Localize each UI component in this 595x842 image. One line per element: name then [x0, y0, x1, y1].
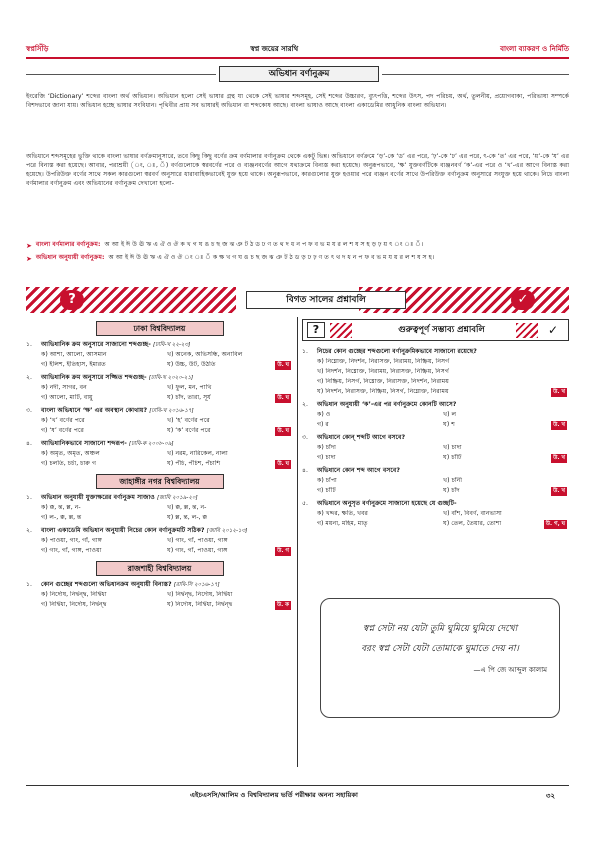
options [302, 477, 569, 497]
option [167, 504, 293, 514]
option-text: গ) ল-, ক্ক, ল্ল, ন্ত [41, 513, 82, 521]
options [26, 351, 293, 371]
option-text: ঘ) উচ্চ, উট, উঠতি [167, 360, 216, 368]
option [443, 421, 569, 431]
option [41, 384, 167, 394]
question-number: ৫. [302, 499, 308, 507]
option-text: ক) চাঁদা [317, 443, 336, 451]
question-stem: বাংলা একাডেমি অভিধান অনুযায়ী নিচের কোন বর্ণানুক্রমটি সঠিক? [41, 526, 205, 534]
option [167, 394, 293, 404]
answer-badge: উ. ঘ [277, 427, 289, 434]
university-label: জাহাঙ্গীর নগর বিশ্ববিদ্যালয় [96, 474, 224, 489]
option-text: খ) গাং, গাঁ, পাওয়া, গাঙ্গ [167, 536, 228, 544]
option [443, 510, 569, 520]
option [41, 417, 167, 427]
option-text: ক) নির্দোষ, নির্দ্বন্দ্ব, নির্দ্বিধা [41, 590, 107, 598]
options [26, 450, 293, 470]
question-text [317, 500, 569, 509]
page-header [26, 42, 569, 56]
option [443, 487, 569, 497]
option-text: ক) পাওয়া, গাং, গাঁ, গাঙ্গ [41, 536, 102, 544]
question-stem: আভিধানিক ক্রম অনুসারে সজ্জিত শব্দগুচ্ছ- [41, 373, 147, 381]
option [317, 421, 443, 431]
right-section-title: গুরুত্বপূর্ণ সম্ভাব্য প্রশ্নাবলি [398, 325, 485, 335]
arrow-icon: ➤ [26, 255, 32, 263]
option-text: ঘ) চাঁটি [443, 453, 462, 461]
option-text: ক) ‘খ’ বর্ণের পরে [41, 416, 85, 424]
question-stem: অভিধানে অনুসৃত বর্ণানুক্রমে সাজানো হয়েছে যে গুচ্ছটি- [317, 499, 457, 507]
bullet-dictionary-order [26, 254, 569, 264]
option [317, 510, 443, 520]
option-text: ক) নিম্নোক্ত, নিদর্শন, নিরাসক্ত, নিরাময়, নিষ্ক্রিয়, নিসর্গ [317, 357, 450, 365]
option-text: গ) চাঁটি [317, 486, 336, 494]
question-text [41, 440, 293, 449]
quote-author: —এ পি জে আব্দুল কালাম [473, 666, 547, 674]
option-text: খ) চাঁনী [443, 476, 463, 484]
options [26, 591, 293, 611]
option-text: খ) নরম, নারিকেল, নালা [167, 449, 228, 457]
option [317, 487, 443, 497]
question-number: ২. [302, 400, 308, 408]
option [41, 504, 167, 514]
option [41, 427, 167, 437]
question-stem: বাংলা অভিধানে ‘ক্ষ’ এর অবস্থান কোথায়? [41, 406, 148, 414]
option-text: ঘ) চাঁদ, তারা, সূর্য [167, 393, 211, 401]
question-text [317, 467, 569, 476]
option-text: খ) নির্দ্বন্দ্ব, নির্দোষ, নির্দ্বিধা [167, 590, 233, 598]
checkmark-icon: ✓ [547, 323, 559, 337]
question-source: [ঢাবি-খ ২০২০-২১] [148, 374, 194, 381]
option [41, 547, 167, 557]
option [443, 477, 569, 487]
question-stem: আভিধানিক ক্রম অনুসারে সাজানো শব্দগুচ্ছ- [41, 341, 151, 348]
check-icon: ✓ [511, 290, 535, 310]
option-text: খ) ক্ক, ল্ল, ন্ত, ন- [167, 503, 207, 511]
option [41, 601, 167, 611]
question-stem: নিচের কোন গুচ্ছের শব্দগুলো বর্ণানুক্রমিকভাবে সাজানো রয়েছে? [317, 348, 477, 355]
option-text: গ) চলতি, চর্চা, চারু গ [41, 459, 97, 467]
section-band [26, 287, 569, 313]
option [167, 450, 293, 460]
header-tagline: স্বপ্ন জয়ের সারথি [250, 44, 299, 53]
option [317, 454, 443, 464]
option-text: গ) নিষ্ক্রিয়, নিসর্গ, নিম্নোক্ত, নিরাসক্ত, নিদর্শন, নিরাময় [317, 377, 449, 385]
answer-badge: উ. গ [277, 547, 289, 554]
option [317, 368, 569, 378]
option-text: খ) ফুল, মন, পাখি [167, 383, 212, 391]
options [26, 504, 293, 524]
question-stem: অভিধানে কোন্‌ শব্দটি আগে বসবে? [317, 433, 406, 441]
option-text: ঘ) নির্দোষ, নির্দ্বিধা, নির্দ্বন্দ্ব [167, 600, 233, 608]
title-rule-left [26, 74, 216, 75]
answer-badge: উ. খ [553, 388, 565, 395]
question-stem: অভিধান অনুযায়ী ‘ক’-এর পর বর্ণানুক্রমে কোনটি আসে? [317, 400, 457, 408]
question [26, 581, 293, 590]
answer-badge: উ. ঘ [277, 361, 289, 368]
left-column [26, 317, 293, 611]
band-title: বিগত সালের প্রশ্নাবলি [246, 291, 406, 309]
question-source: [জাবি ২০১২-১৩] [206, 527, 248, 534]
question-source: [জাবি ২০১৯-২০] [157, 494, 198, 501]
option-text: ক) ও [317, 410, 331, 418]
question-text [41, 374, 293, 383]
question [302, 348, 569, 357]
option-text: গ) আলো, মাটি, বায়ু [41, 393, 93, 401]
option [317, 477, 443, 487]
page-title: অভিধান বর্ণানুক্রম [219, 66, 379, 82]
option [167, 591, 293, 601]
option [317, 444, 443, 454]
option [167, 427, 293, 437]
right-section-header [302, 319, 569, 341]
question [302, 467, 569, 476]
question-number: ২. [26, 373, 32, 381]
question-text [41, 494, 293, 503]
footer-rule [26, 785, 569, 786]
question-source: [ঢাবি-খ ২২-২৩] [152, 342, 191, 348]
option-text: ঘ) পঁচি, পঁচিশ, পঁচাশি [167, 459, 221, 467]
answer-badge: উ. ক [276, 601, 289, 608]
question-number: ২. [26, 526, 32, 534]
options [26, 537, 293, 557]
title-rule-right [382, 74, 569, 75]
option-text: খ) অনেক, অভিসন্ধি, অনাবিল [167, 350, 243, 358]
option [167, 514, 293, 524]
arrow-icon: ➤ [26, 242, 32, 250]
footer-text: এইচএসসি/আলিম ও বিশ্ববিদ্যালয় ভর্তি পরীক্ষার অনন্য সহায়িকা [190, 791, 358, 799]
option [167, 460, 293, 470]
bullet-text: অ আ ই ঈ উ ঊ ঋ এ ঐ ও ঔ ক খ গ ঘ ঙ চ ছ জ ঝ ঞ ট ঠ ড ঢ ণ ত থ দ ধ ন প ফ ব ভ ম য র ল শ ষ স হ ড় ঢ় য় ৎ ং ঃ ঁ। [104, 241, 424, 248]
quote-box [320, 598, 560, 718]
question [302, 434, 569, 443]
question [26, 374, 293, 383]
question-source: [রাবি-সি ২০১৬-১৭] [173, 581, 220, 588]
intro-paragraph: ইংরেজি ‘Dictionary’ শব্দের বাংলা অর্থ অভিধান। অভিধান হলো সেই ভাষার গ্রন্থ যা থেকে সেই ভাষার শব্দসমূহ, সেই শব্দের উচ্চারণ, ব্যুৎপত্তি, শব্দের উৎস, পদ পরিচয়, অর্থ, তুলনীয়, প্রয়োগবাক্য, পরিভাষা সম্পর্কে বিশদভাবে জানা যায়। অভিধান হচ্ছে ভাষার সংবিধান। পৃথিবীর প্রায় সব ভাষারই অভিধান বা শব্দকোষ আছে। বাংলা ভাষাও আছে বাংলা একাডেমির আধুনিক বাংলা অভিধান। [26, 93, 569, 109]
question-text [317, 348, 569, 357]
options [26, 384, 293, 404]
question-stem: অভিধানে কোন শব্দ আগে বসবে? [317, 466, 400, 474]
option [41, 591, 167, 601]
option-text: গ) র [317, 420, 329, 428]
option [167, 384, 293, 394]
question-stem: আভিধানিকভাবে সাজানো শব্দরূপ- [41, 439, 127, 447]
option-text: খ) ‘হ’ বর্ণের পরে [167, 416, 210, 424]
option [167, 601, 293, 611]
option-text: ক) অমৃত, অমৃত, অঞ্চল [41, 449, 100, 457]
option-text: গ) চাদা [317, 453, 336, 461]
option [317, 411, 443, 421]
question-number: ১. [302, 348, 308, 355]
quote-line-2: বরং স্বপ্ন সেটা যেটা তোমাকে ঘুমাতে দেয় না। [361, 644, 519, 654]
question [26, 440, 293, 449]
answer-badge: উ. খ [553, 454, 565, 461]
option [167, 417, 293, 427]
option [443, 454, 569, 464]
header-stripe [330, 323, 352, 338]
options [302, 411, 569, 431]
option [317, 520, 443, 530]
options [26, 417, 293, 437]
question-text [41, 581, 293, 590]
option [41, 460, 167, 470]
option-text: গ) ময়না, মহিম, মাতৃ [317, 519, 368, 527]
option [167, 361, 293, 371]
question-text [41, 407, 293, 416]
option-text: ক) খদ্দর, ক্ষতি, খবর [317, 509, 368, 517]
question [302, 500, 569, 509]
option [41, 361, 167, 371]
option [167, 351, 293, 361]
option [167, 547, 293, 557]
option [317, 378, 569, 388]
question [26, 494, 293, 503]
option-text: খ) নিদর্শন, নিম্নোক্ত, নিরাময়, নিরাসক্ত, নিষ্ক্রিয়, নিসর্গ [317, 367, 449, 375]
option-text: ঘ) নিদর্শন, নিরাসক্ত, নিষ্ক্রিয়, নিসর্গ, নিম্নোক্ত, নিরাময় [317, 387, 449, 395]
column-divider [297, 317, 298, 767]
question-text [41, 341, 293, 350]
option-text: ঘ) শ [443, 420, 455, 428]
option [41, 537, 167, 547]
option-text: ক) আশা, আলো, আসমান [41, 350, 107, 358]
option [41, 351, 167, 361]
question-source: [ঢাবি-ক ২০০৮-০৯] [128, 440, 174, 447]
options [302, 444, 569, 464]
question-number: ১. [26, 493, 32, 501]
quote-line-1: স্বপ্ন সেটা নয় যেটা তুমি ঘুমিয়ে ঘুমিয়ে দেখো [362, 624, 518, 634]
option [443, 411, 569, 421]
question-source: [ঢাবি-খ ২০১৬-১৭] [149, 407, 194, 414]
option [317, 388, 569, 398]
question-number: ৩. [26, 406, 32, 414]
answer-badge: উ. খ [553, 487, 565, 494]
options [302, 510, 569, 530]
answer-badge: উ. খ [553, 421, 565, 428]
option-text: গ) ইলিশ, ইতিহাস, ইমারত [41, 360, 106, 368]
option-text: ঘ) ‘ক’ বর্ণের পরে [167, 426, 211, 434]
header-subject: বাংলা ব্যাকরণ ও নির্মিতি [500, 44, 569, 53]
question-number: ৪. [26, 439, 32, 447]
band-stripe-left [26, 287, 236, 313]
question-stem: অভিধান অনুযায়ী যুক্তাক্ষরের বর্ণানুক্রম সাজাও [41, 493, 155, 501]
option [317, 358, 569, 368]
answer-badge: উ. ঘ [277, 394, 289, 401]
header-rule [26, 57, 569, 59]
answer-badge: উ. ঘ [277, 460, 289, 467]
option-text: ঘ) তেল, তৈয়ার, তোশা [443, 519, 502, 527]
question-text [317, 434, 569, 443]
option-text: ক) চাঁপা [317, 476, 337, 484]
question-text [317, 401, 569, 410]
question [26, 527, 293, 536]
bullet-alphabet-order [26, 241, 569, 251]
bullet-text: অ আ ই ঈ উ ঊ ঋ এ ঐ ও ঔ ং ঃ ঁ ক ক্ষ খ গ ঘ ঙ চ ছ জ ঝ ঞ ট ঠ ড ড় ঢ ঢ় ণ ত ৎ থ দ ধ ন প ফ ব ভ ম য য় র ল শ ষ স হ। [108, 254, 435, 261]
bullet-label: বাংলা বর্ণমালার বর্ণানুক্রম: [35, 241, 101, 248]
header-brand: স্বপ্নসিঁড়ি [26, 44, 49, 53]
options [302, 358, 569, 398]
order-paragraph: অভিধানে শব্দসমূহের ভুক্তি থাকে বাংলা ভাষার বর্ণক্রমানুসারে, তবে কিছু কিছু বর্ণের ক্রম বর্ণমালার বর্ণানুক্রম থেকে একটু ভিন্ন। অভিধানে বর্ণক্রমে ‘ড়’-কে ‘ড’ এর পরে, ‘ঢ়’-কে ‘ঢ’ এর পরে, ৎ-কে ‘ত’ এর পরে, ‘য়’-কে ‘য’ এর পরে বিন্যস্ত করা হয়েছে। আবার, পরাশ্রয়ী (ং, ঃ, ঁ) বর্ণগুলোকে স্বরবর্ণের পরে ও ব্যঞ্জনবর্ণের আগে যথাক্রমে বিন্যস্ত করা হয়েছে। অনুরূপভাবে, ‘ক্ষ’ যুক্তবর্ণটিকে ব্যঞ্জনবর্ণ ‘ক’-এর পরে ও ‘খ’-এর আগে বিন্যস্ত করা হয়েছে। উপরিউক্ত বর্ণের সাথে সকল কারগুলো স্বরবর্ণ অনুসারে ধারাবাহিকভাবেই যুক্ত হয়ে থাকে। অনুরূপভাবে, কারগুলোর যুক্ত হওয়ার পরে ব্যঞ্জন বর্ণের সাথে উপরিউক্ত বর্ণানুক্রম অনুসারে সংযুক্ত হয়ে থাকে। নিচে বাংলা বর্ণমালার বর্ণানুক্রম এবং অভিধানের বর্ণানুক্রম দেখানো হলো- [26, 153, 569, 187]
option-text: ঘ) গাং, গাঁ, পাওয়া, গাঙ্গ [167, 546, 228, 554]
answer-badge: উ. গ, ঘ [545, 520, 565, 527]
question-stem: কোন গুচ্ছের শব্দগুলো অভিধানক্রম অনুযায়ী বিন্যস্ত? [41, 580, 172, 588]
option-text: খ) বাঁশ, বিবর্ণ, বানভাসা [443, 509, 502, 517]
question-mark-icon: ? [307, 322, 325, 338]
question [26, 341, 293, 350]
question [26, 407, 293, 416]
question-number: ৩. [302, 433, 308, 441]
header-stripe [516, 323, 538, 338]
option [443, 520, 569, 530]
bullet-label: অভিধান অনুযায়ী বর্ণানুক্রম: [35, 254, 105, 261]
option [41, 450, 167, 460]
option-text: খ) ল [443, 410, 457, 418]
university-label: রাজশাহী বিশ্ববিদ্যালয় [96, 561, 224, 576]
option-text: ঘ) চাঁদ [443, 486, 460, 494]
option [443, 444, 569, 454]
right-column [302, 345, 569, 530]
option [167, 537, 293, 547]
option-text: গ) গাং, গাঁ, গাঙ্গ, পাওয়া [41, 546, 102, 554]
option-text: গ) নির্দ্বিধা, নির্দোষ, নির্দ্বন্দ্ব [41, 600, 107, 608]
question-number: ৪. [302, 466, 308, 474]
option [41, 514, 167, 524]
page-number: ৩২ [545, 792, 555, 800]
option-text: ক) নদী, সাগর, বন [41, 383, 87, 391]
option-text: ক) ক্ক, ন্ত, ল্ল, ন- [41, 503, 81, 511]
option-text: গ) ‘ষ’ বর্ণের পরে [41, 426, 84, 434]
question-number: ১. [26, 341, 32, 348]
question-number: ১. [26, 580, 32, 588]
question-text [41, 527, 293, 536]
question-icon: ? [60, 290, 84, 310]
university-label: ঢাকা বিশ্ববিদ্যালয় [96, 321, 224, 336]
option [41, 394, 167, 404]
option-text: ঘ) ল্ল, ন্ত, ল-, ক্ক [167, 513, 208, 521]
question [302, 401, 569, 410]
option-text: খ) চাদা [443, 443, 462, 451]
